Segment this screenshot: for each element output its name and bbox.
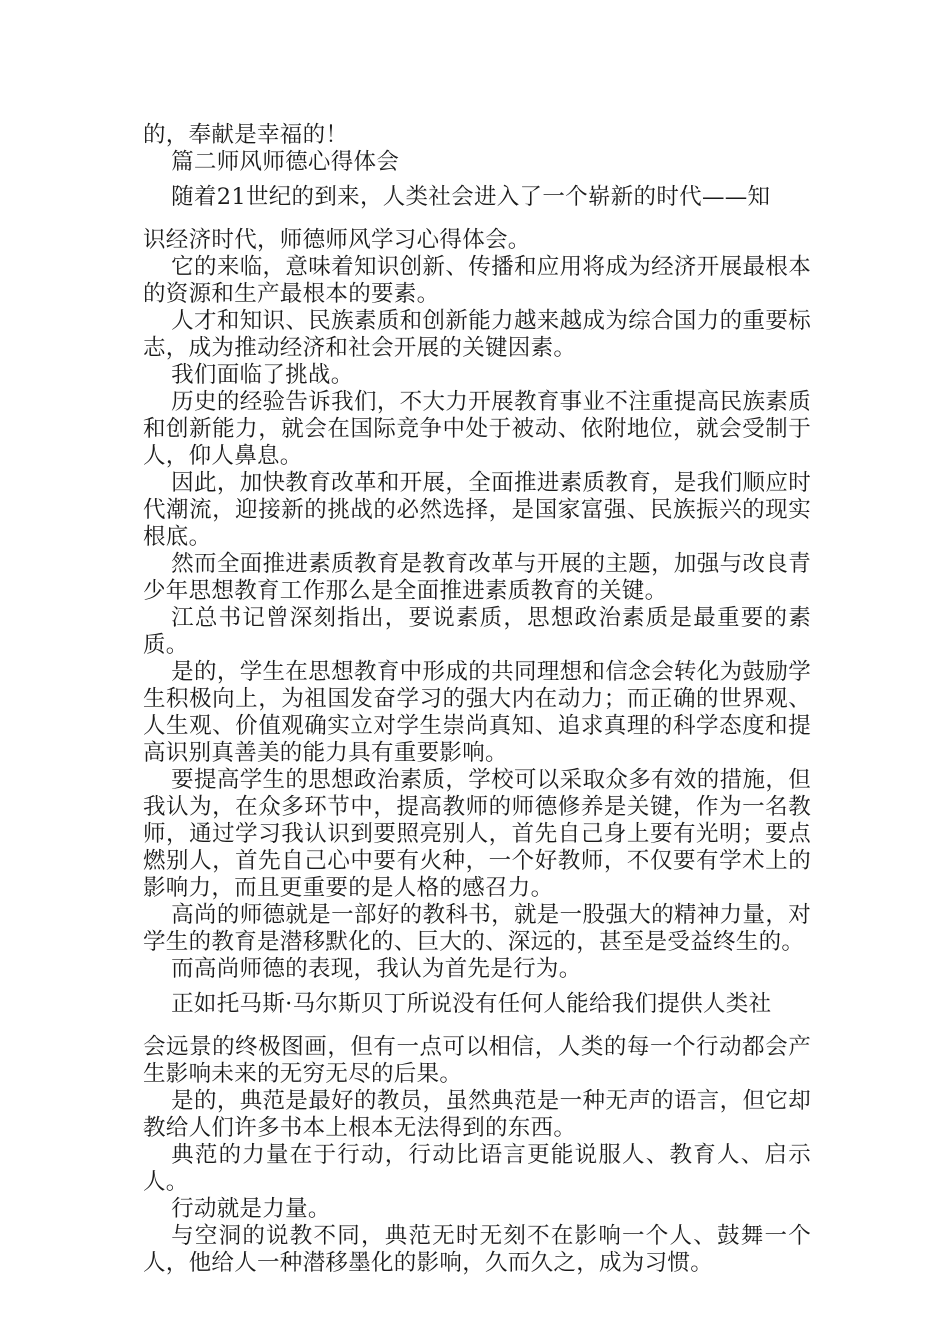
paragraph: 会远景的终极图画，但有一点可以相信，人类的每一个行动都会产生影响未来的无穷无尽的后果。 (143, 1034, 811, 1087)
paragraph: 它的来临，意味着知识创新、传播和应用将成为经济开展最根本的资源和生产最根本的要素。 (143, 254, 811, 307)
paragraph: 高尚的师德就是一部好的教科书，就是一股强大的精神力量，对学生的教育是潜移默化的、巨大的、深远的，甚至是受益终生的。 (143, 902, 811, 955)
paragraph: 因此，加快教育改革和开展，全面推进素质教育，是我们顺应时代潮流，迎接新的挑战的必然选择，是国家富强、民族振兴的现实根底。 (143, 470, 811, 550)
paragraph: 行动就是力量。 (171, 1196, 331, 1222)
paragraph: 典范的力量在于行动，行动比语言更能说服人、教育人、启示人。 (143, 1142, 811, 1195)
paragraph: 是的，典范是最好的教员，虽然典范是一种无声的语言，但它却教给人们许多书本上根本无法得到的东西。 (143, 1088, 811, 1141)
paragraph: 而高尚师德的表现，我认为首先是行为。 (171, 956, 582, 982)
paragraph: 要提高学生的思想政治素质，学校可以采取众多有效的措施，但我认为，在众多环节中，提高教师的师德修养是关键，作为一名教师，通过学习我认识到要照亮别人，首先自己身上要有光明；要点燃别人，首先自己心中要有火种，一个好教师，不仅要有学术上的影响力，而且更重要的是人格的感召力。 (143, 767, 811, 901)
paragraph: 是的，学生在思想教育中形成的共同理想和信念会转化为鼓励学生积极向上，为祖国发奋学习的强大内在动力；而正确的世界观、人生观、价值观确实立对学生崇尚真知、追求真理的科学态度和提高识别真善美的能力具有重要影响。 (143, 659, 811, 766)
paragraph: 历史的经验告诉我们，不大力开展教育事业不注重提高民族素质和创新能力，就会在国际竞争中处于被动、依附地位，就会受制于人，仰人鼻息。 (143, 389, 811, 469)
paragraph: 江总书记曾深刻指出，要说素质，思想政治素质是最重要的素质。 (143, 605, 811, 658)
paragraph: 正如托马斯·马尔斯贝丁所说没有任何人能给我们提供人类社 (171, 991, 772, 1017)
paragraph: 的，奉献是幸福的！ (143, 122, 349, 148)
paragraph: 人才和知识、民族素质和创新能力越来越成为综合国力的重要标志，成为推动经济和社会开展的关键因素。 (143, 308, 811, 361)
paragraph: 我们面临了挑战。 (171, 362, 354, 388)
paragraph: 识经济时代，师德师风学习心得体会。 (143, 227, 531, 253)
paragraph: 与空洞的说教不同，典范无时无刻不在影响一个人、鼓舞一个人，他给人一种潜移墨化的影响，久而久之，成为习惯。 (143, 1223, 811, 1276)
section-heading: 篇二师风师德心得体会 (171, 149, 400, 175)
paragraph: 随着21世纪的到来，人类社会进入了一个崭新的时代——知 (171, 184, 771, 210)
paragraph: 然而全面推进素质教育是教育改革与开展的主题，加强与改良青少年思想教育工作那么是全面推进素质教育的关键。 (143, 551, 811, 604)
document-body (143, 122, 811, 1277)
